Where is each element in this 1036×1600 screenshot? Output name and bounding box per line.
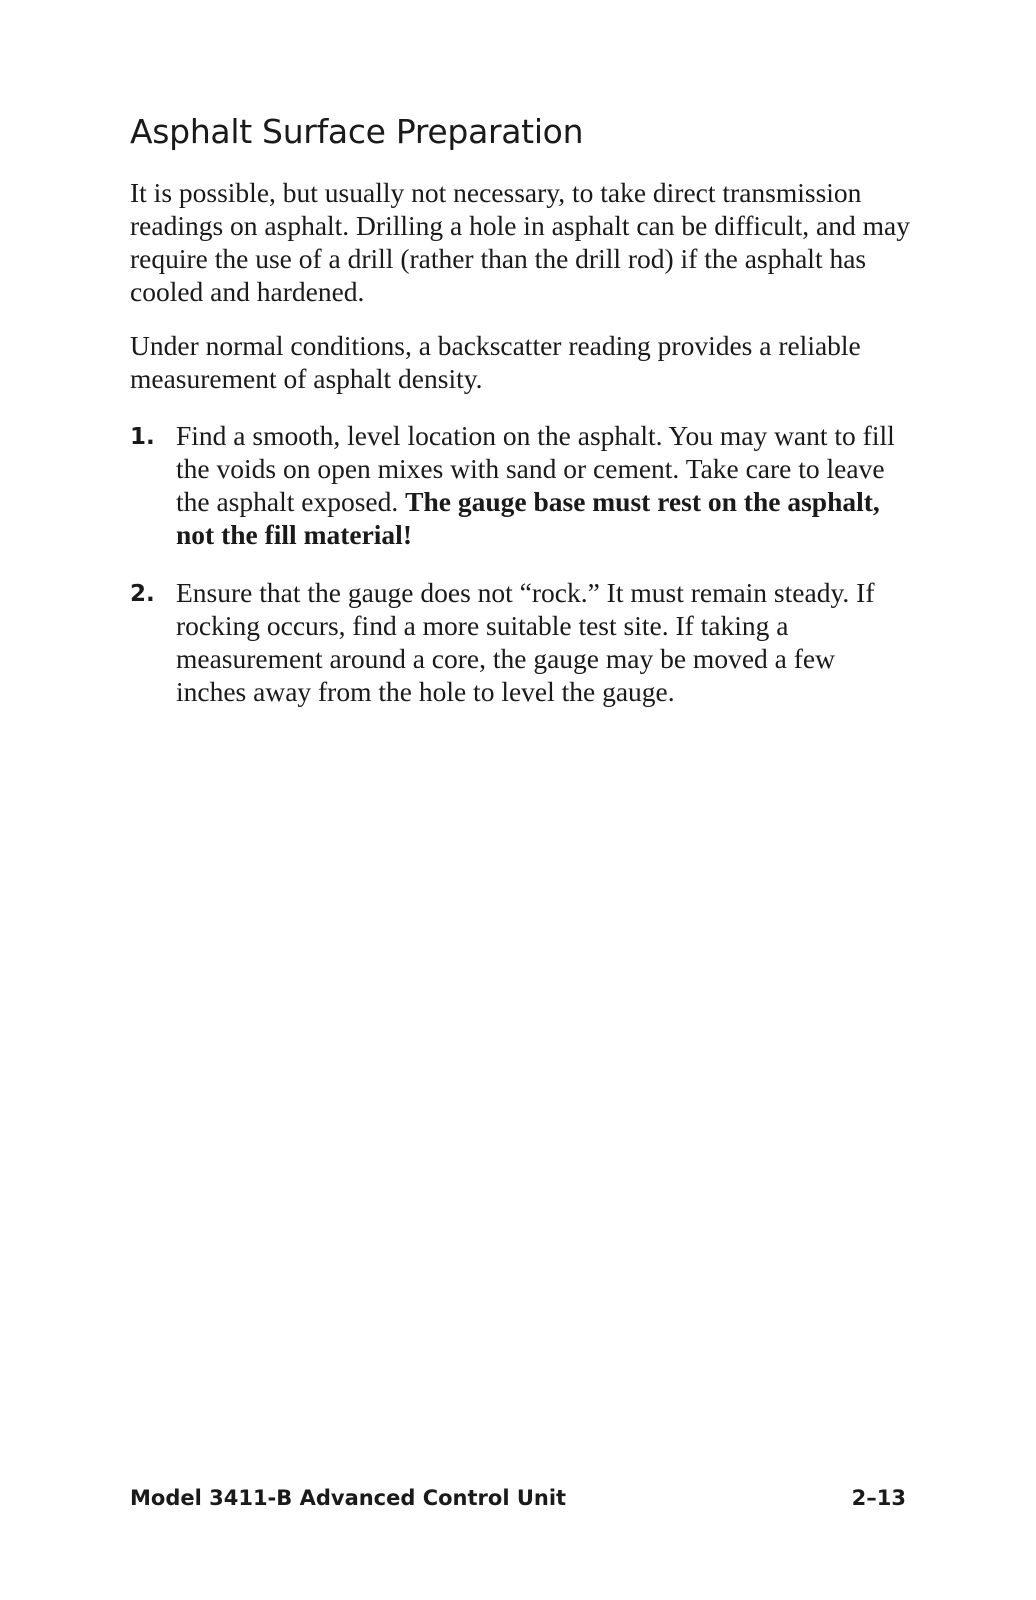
step-warning-bold: The gauge base must rest on the asphalt, not the fill material! (176, 486, 880, 550)
intro-paragraph: It is possible, but usually not necessary, to take direct transmission readings on asphalt. Drilling a hole in asphalt can be difficult, and may require the use of a drill (rather than the drill rod) if the asphalt has cooled and hardened. (130, 177, 910, 307)
step-text: Ensure that the gauge does not “rock.” It must remain steady. If rocking occurs, find a more suitable test site. If taking a measurement around a core, the gauge may be moved a few inches away from the hole to level the gauge. (176, 577, 875, 707)
footer-product-name: Model 3411-B Advanced Control Unit (130, 1486, 567, 1510)
step-text-regular: Find a smooth, level location on the asphalt. You may want to fill the voids on open mixes with sand or cement. Take care to leave the asphalt exposed. (176, 420, 895, 517)
section-heading: Asphalt Surface Preparation (130, 112, 584, 151)
step-text (176, 419, 910, 551)
document-page (130, 0, 910, 1600)
step-number: 1. (130, 424, 155, 450)
backscatter-paragraph: Under normal conditions, a backscatter reading provides a reliable measurement of asphalt density. (130, 330, 861, 394)
step-number: 2. (130, 581, 155, 607)
footer-page-number: 2–13 (851, 1486, 906, 1510)
